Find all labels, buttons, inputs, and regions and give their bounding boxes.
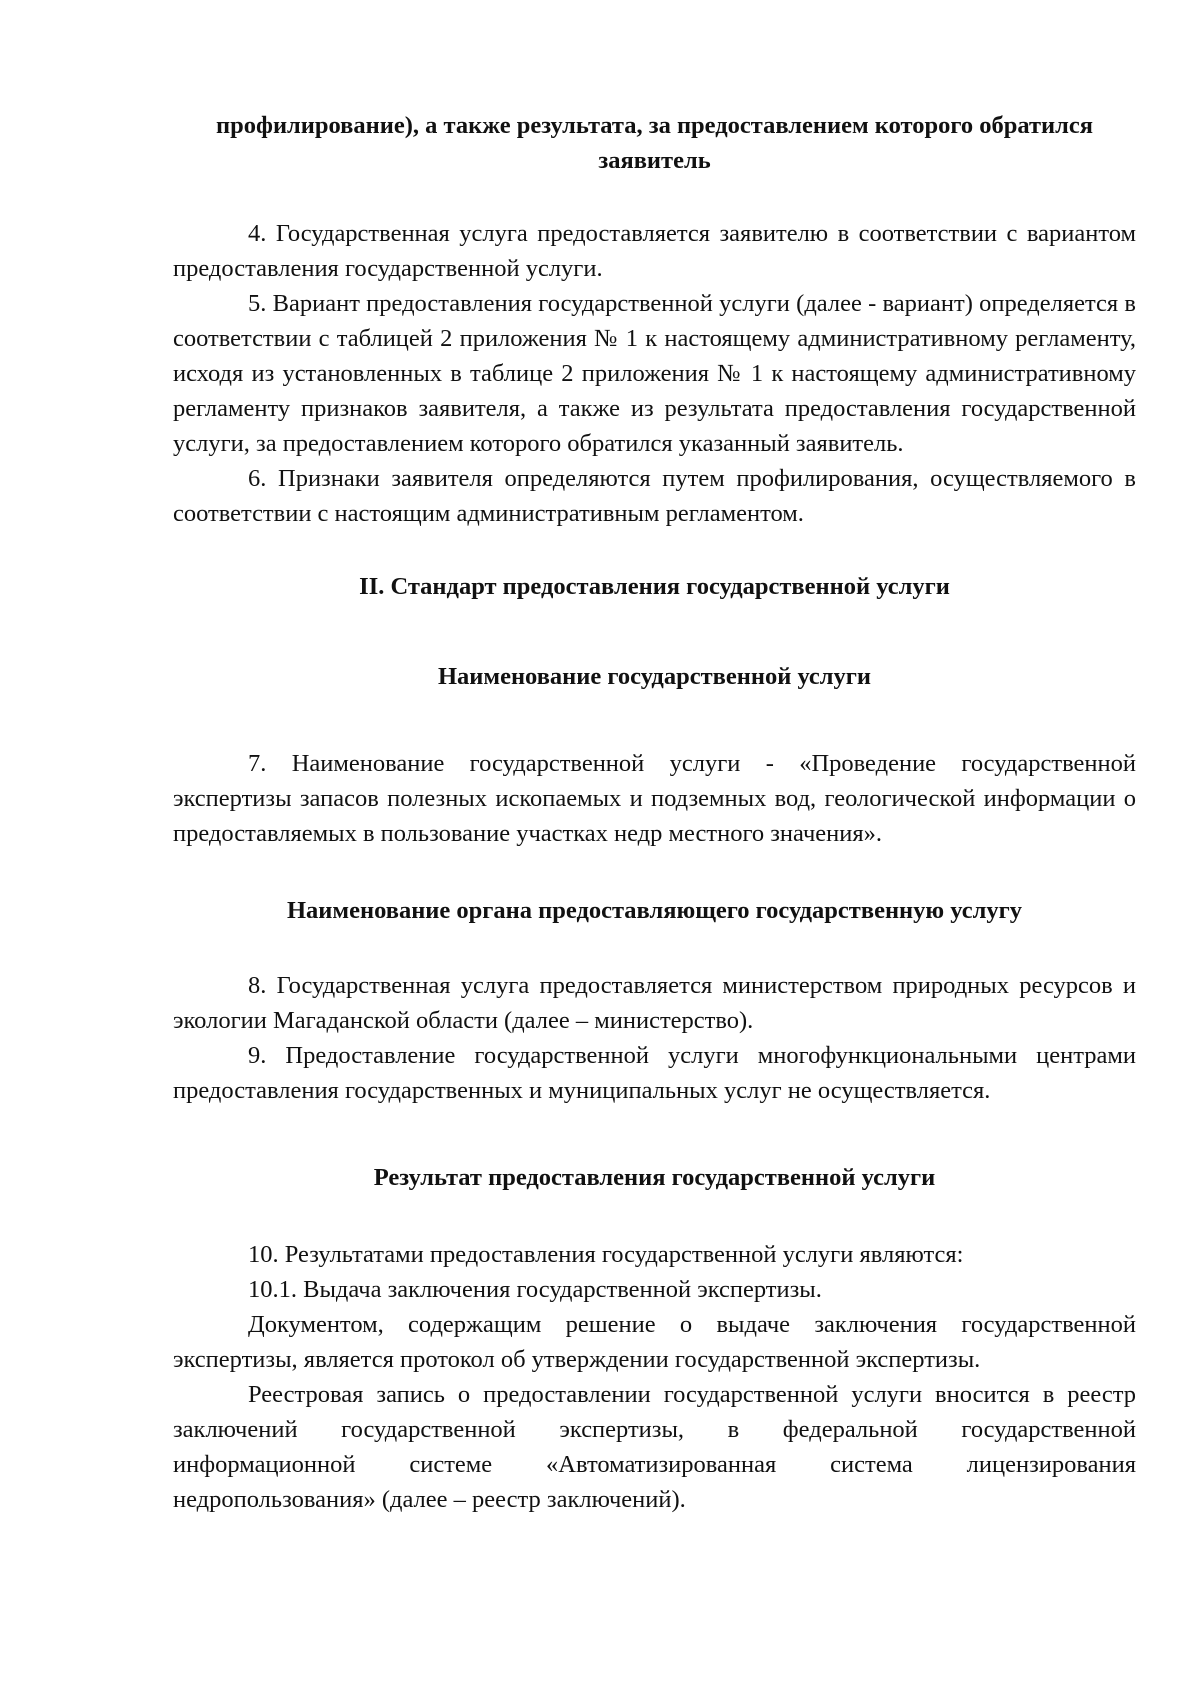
paragraph-10-1: 10.1. Выдача заключения государственной экспертизы. [248, 1276, 822, 1303]
intro-heading: профилирование), а также результата, за предоставлением которого обратился заявитель [216, 112, 1093, 174]
document-body [173, 108, 1136, 1517]
paragraph-protocol: Документом, содержащим решение о выдаче заключения государственной экспертизы, является протокол об утверждении государственной экспертизы. [173, 1311, 1136, 1373]
paragraph-4: 4. Государственная услуга предоставляется заявителю в соответствии с вариантом предоставления государственной услуги. [173, 220, 1136, 282]
paragraph-10: 10. Результатами предоставления государственной услуги являются: [248, 1241, 964, 1268]
paragraph-7: 7. Наименование государственной услуги - «Проведение государственной экспертизы запасов полезных ископаемых и подземных вод, геологической информации о предоставляемых в пользование участках недр местного значения». [173, 750, 1136, 847]
section-heading: II. Стандарт предоставления государственной услуги [359, 573, 950, 600]
paragraph-6: 6. Признаки заявителя определяются путем профилирования, осуществляемого в соответствии с настоящим административным регламентом. [173, 465, 1136, 527]
paragraph-9: 9. Предоставление государственной услуги многофункциональными центрами предоставления государственных и муниципальных услуг не осуществляется. [173, 1042, 1136, 1104]
organ-heading: Наименование органа предоставляющего государственную услугу [286, 897, 1023, 924]
paragraph-5: 5. Вариант предоставления государственной услуги (далее - вариант) определяется в соответствии с таблицей 2 приложения № 1 к настоящему административному регламенту, исходя из установленных в таблице 2 приложения № 1 к настоящему административному регламенту признаков заявителя, а также из результата предоставления государственной услуги, за предоставлением которого обратился указанный заявитель. [173, 290, 1136, 457]
result-heading: Результат предоставления государственной услуги [373, 1164, 936, 1191]
name-heading: Наименование государственной услуги [437, 663, 872, 690]
paragraph-8: 8. Государственная услуга предоставляется министерством природных ресурсов и экологии Магаданской области (далее – министерство). [173, 972, 1136, 1034]
paragraph-registry: Реестровая запись о предоставлении государственной услуги вносится в реестр заключений государственной экспертизы, в федеральной государственной информационной системе «Автоматизированная система лицензирования недропользования» (далее – реестр заключений). [173, 1381, 1136, 1513]
